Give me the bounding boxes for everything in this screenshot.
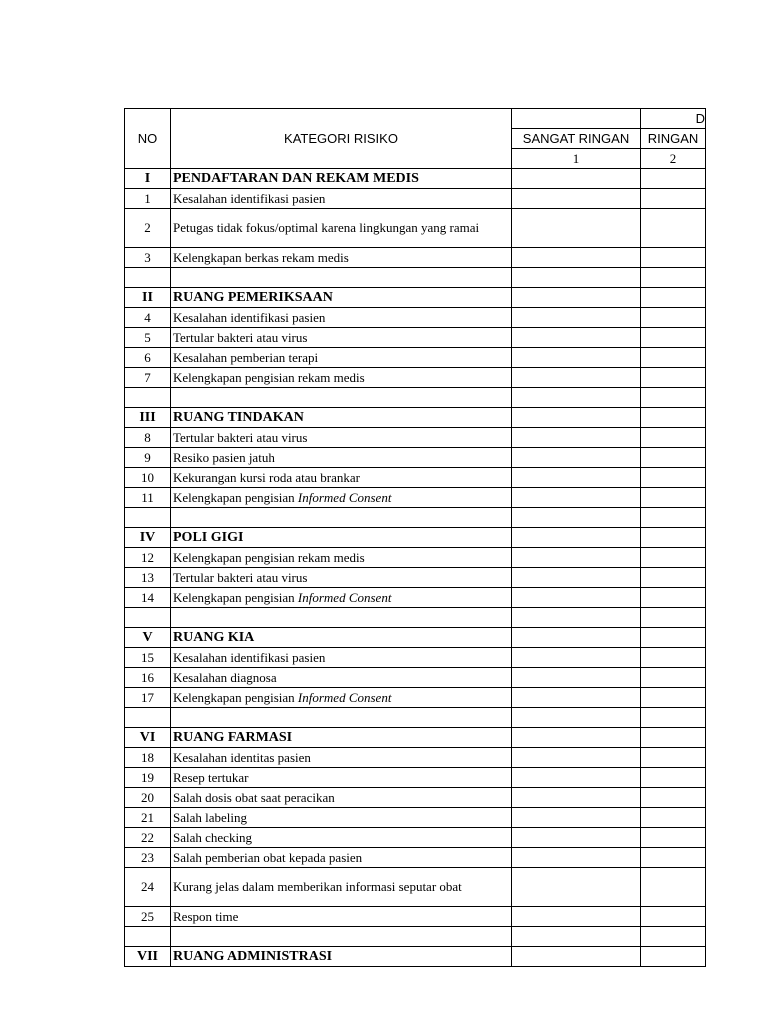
item-text: Salah dosis obat saat peracikan <box>173 789 335 805</box>
blank-cell <box>171 927 512 947</box>
cell-ringan[interactable] <box>641 308 706 328</box>
item-text: Kesalahan identitas pasien <box>173 749 311 765</box>
cell-sangat-ringan[interactable] <box>512 268 641 288</box>
item-number: 10 <box>125 468 171 488</box>
cell-sangat-ringan[interactable] <box>512 588 641 608</box>
cell-sangat-ringan[interactable] <box>512 808 641 828</box>
cell-ringan[interactable] <box>641 248 706 268</box>
table-row <box>125 768 706 788</box>
item-category <box>171 209 512 248</box>
table-row <box>125 788 706 808</box>
cell-sangat-ringan[interactable] <box>512 927 641 947</box>
cell-sangat-ringan[interactable] <box>512 508 641 528</box>
table-row <box>125 189 706 209</box>
item-number: 21 <box>125 808 171 828</box>
item-number: 17 <box>125 688 171 708</box>
cell-sangat-ringan[interactable] <box>512 668 641 688</box>
item-number: 22 <box>125 828 171 848</box>
column-header-ringan: RINGAN <box>641 129 706 149</box>
section-number: IV <box>125 528 171 548</box>
item-category <box>171 328 512 348</box>
cell-ringan[interactable] <box>641 927 706 947</box>
item-number: 23 <box>125 848 171 868</box>
table-row <box>125 209 706 248</box>
item-text: Salah pemberian obat kepada pasien <box>173 849 363 865</box>
item-text: Kesalahan identifikasi pasien <box>173 309 326 325</box>
cell-sangat-ringan[interactable] <box>512 728 641 748</box>
group-header-label: D <box>641 109 706 129</box>
item-text: Kesalahan diagnosa <box>173 669 277 685</box>
item-text: Tertular bakteri atau virus <box>173 569 308 585</box>
group-header-left <box>512 109 641 129</box>
cell-sangat-ringan[interactable] <box>512 788 641 808</box>
cell-ringan[interactable] <box>641 947 706 967</box>
blank-cell <box>171 508 512 528</box>
item-text: Kelengkapan berkas rekam medis <box>173 249 349 265</box>
item-number: 4 <box>125 308 171 328</box>
section-row <box>125 288 706 308</box>
item-text: Salah checking <box>173 829 253 845</box>
item-category <box>171 808 512 828</box>
cell-ringan[interactable] <box>641 628 706 648</box>
item-text: Kesalahan identifikasi pasien <box>173 649 326 665</box>
item-number: 19 <box>125 768 171 788</box>
item-text: Salah labeling <box>173 809 248 825</box>
cell-ringan[interactable] <box>641 768 706 788</box>
cell-sangat-ringan[interactable] <box>512 368 641 388</box>
item-category <box>171 828 512 848</box>
section-number: VI <box>125 728 171 748</box>
item-number: 8 <box>125 428 171 448</box>
section-row <box>125 947 706 967</box>
cell-sangat-ringan[interactable] <box>512 628 641 648</box>
section-title: RUANG TINDAKAN <box>171 408 512 428</box>
cell-sangat-ringan[interactable] <box>512 169 641 189</box>
blank-row <box>125 388 706 408</box>
cell-ringan[interactable] <box>641 548 706 568</box>
item-text-italic: Informed Consent <box>297 489 392 505</box>
item-text-italic: Informed Consent <box>297 589 392 605</box>
cell-sangat-ringan[interactable] <box>512 189 641 209</box>
table-row <box>125 248 706 268</box>
cell-ringan[interactable] <box>641 848 706 868</box>
item-number: 24 <box>125 868 171 907</box>
item-category <box>171 468 512 488</box>
column-header-sangat-ringan: SANGAT RINGAN <box>512 129 641 149</box>
cell-ringan[interactable] <box>641 648 706 668</box>
table-row <box>125 688 706 708</box>
cell-ringan[interactable] <box>641 828 706 848</box>
table-row <box>125 588 706 608</box>
level-number-1: 1 <box>512 149 641 169</box>
item-number: 6 <box>125 348 171 368</box>
item-category <box>171 428 512 448</box>
item-number: 18 <box>125 748 171 768</box>
table-row <box>125 328 706 348</box>
blank-cell <box>125 708 171 728</box>
item-category <box>171 748 512 768</box>
risk-table-sheet <box>124 108 705 964</box>
cell-ringan[interactable] <box>641 608 706 628</box>
item-text: Tertular bakteri atau virus <box>173 329 308 345</box>
section-row <box>125 728 706 748</box>
cell-ringan[interactable] <box>641 388 706 408</box>
table-row <box>125 907 706 927</box>
cell-ringan[interactable] <box>641 348 706 368</box>
item-category <box>171 907 512 927</box>
blank-row <box>125 608 706 628</box>
item-text: Kurang jelas dalam memberikan informasi seputar obat <box>173 879 462 894</box>
cell-ringan[interactable] <box>641 328 706 348</box>
item-number: 11 <box>125 488 171 508</box>
section-title: RUANG PEMERIKSAAN <box>171 288 512 308</box>
cell-sangat-ringan[interactable] <box>512 568 641 588</box>
item-number: 16 <box>125 668 171 688</box>
section-row <box>125 169 706 189</box>
blank-row <box>125 927 706 947</box>
item-category <box>171 568 512 588</box>
item-text: Kelengkapan pengisian <box>173 589 298 605</box>
blank-cell <box>125 268 171 288</box>
item-text: Kekurangan kursi roda atau brankar <box>173 469 360 485</box>
item-number: 14 <box>125 588 171 608</box>
cell-sangat-ringan[interactable] <box>512 308 641 328</box>
cell-sangat-ringan[interactable] <box>512 248 641 268</box>
table-row <box>125 428 706 448</box>
section-number: I <box>125 169 171 189</box>
cell-sangat-ringan[interactable] <box>512 448 641 468</box>
table-row <box>125 808 706 828</box>
blank-cell <box>171 608 512 628</box>
section-title: RUANG FARMASI <box>171 728 512 748</box>
cell-ringan[interactable] <box>641 788 706 808</box>
cell-ringan[interactable] <box>641 368 706 388</box>
level-number-2: 2 <box>641 149 706 169</box>
table-row <box>125 548 706 568</box>
item-number: 3 <box>125 248 171 268</box>
cell-ringan[interactable] <box>641 508 706 528</box>
item-number: 13 <box>125 568 171 588</box>
blank-cell <box>171 268 512 288</box>
cell-sangat-ringan[interactable] <box>512 848 641 868</box>
cell-ringan[interactable] <box>641 408 706 428</box>
cell-sangat-ringan[interactable] <box>512 748 641 768</box>
item-category <box>171 368 512 388</box>
cell-ringan[interactable] <box>641 488 706 508</box>
cell-sangat-ringan[interactable] <box>512 528 641 548</box>
cell-ringan[interactable] <box>641 668 706 688</box>
cell-ringan[interactable] <box>641 808 706 828</box>
item-text: Kesalahan identifikasi pasien <box>173 190 326 206</box>
item-number: 20 <box>125 788 171 808</box>
table-row <box>125 448 706 468</box>
table-row <box>125 668 706 688</box>
cell-ringan[interactable] <box>641 688 706 708</box>
item-text: Kesalahan pemberian terapi <box>173 349 319 365</box>
item-category <box>171 488 512 508</box>
item-category <box>171 348 512 368</box>
header-row-group <box>125 109 706 129</box>
blank-cell <box>125 608 171 628</box>
cell-sangat-ringan[interactable] <box>512 648 641 668</box>
cell-ringan[interactable] <box>641 189 706 209</box>
cell-ringan[interactable] <box>641 288 706 308</box>
cell-ringan[interactable] <box>641 528 706 548</box>
item-category <box>171 248 512 268</box>
section-title: RUANG ADMINISTRASI <box>171 947 512 967</box>
cell-ringan[interactable] <box>641 868 706 907</box>
blank-cell <box>125 927 171 947</box>
item-category <box>171 848 512 868</box>
item-category <box>171 768 512 788</box>
blank-cell <box>171 388 512 408</box>
cell-sangat-ringan[interactable] <box>512 348 641 368</box>
cell-sangat-ringan[interactable] <box>512 428 641 448</box>
item-category <box>171 189 512 209</box>
item-text-italic: Informed Consent <box>297 689 392 705</box>
cell-sangat-ringan[interactable] <box>512 947 641 967</box>
table-row <box>125 468 706 488</box>
section-row <box>125 628 706 648</box>
item-number: 25 <box>125 907 171 927</box>
table-row <box>125 568 706 588</box>
blank-row <box>125 508 706 528</box>
item-category <box>171 668 512 688</box>
item-text: Resiko pasien jatuh <box>173 449 275 465</box>
cell-sangat-ringan[interactable] <box>512 288 641 308</box>
cell-ringan[interactable] <box>641 428 706 448</box>
table-row <box>125 648 706 668</box>
cell-sangat-ringan[interactable] <box>512 708 641 728</box>
cell-sangat-ringan[interactable] <box>512 468 641 488</box>
blank-cell <box>171 708 512 728</box>
cell-sangat-ringan[interactable] <box>512 388 641 408</box>
table-row <box>125 828 706 848</box>
item-category <box>171 788 512 808</box>
section-number: III <box>125 408 171 428</box>
cell-sangat-ringan[interactable] <box>512 328 641 348</box>
table-row <box>125 748 706 768</box>
item-text: Kelengkapan pengisian <box>173 689 298 705</box>
section-number: VII <box>125 947 171 967</box>
cell-sangat-ringan[interactable] <box>512 488 641 508</box>
cell-ringan[interactable] <box>641 468 706 488</box>
cell-ringan[interactable] <box>641 588 706 608</box>
item-category <box>171 868 512 907</box>
cell-ringan[interactable] <box>641 748 706 768</box>
cell-ringan[interactable] <box>641 209 706 248</box>
cell-sangat-ringan[interactable] <box>512 768 641 788</box>
cell-sangat-ringan[interactable] <box>512 907 641 927</box>
item-category <box>171 588 512 608</box>
cell-ringan[interactable] <box>641 907 706 927</box>
section-title: PENDAFTARAN DAN REKAM MEDIS <box>171 169 512 189</box>
item-category <box>171 448 512 468</box>
item-text: Petugas tidak fokus/optimal karena lingkungan yang ramai <box>173 220 480 235</box>
cell-sangat-ringan[interactable] <box>512 688 641 708</box>
item-text: Tertular bakteri atau virus <box>173 429 308 445</box>
table-row <box>125 368 706 388</box>
cell-ringan[interactable] <box>641 708 706 728</box>
table-row <box>125 308 706 328</box>
item-category <box>171 308 512 328</box>
blank-cell <box>125 508 171 528</box>
section-row <box>125 528 706 548</box>
cell-sangat-ringan[interactable] <box>512 868 641 907</box>
item-category <box>171 688 512 708</box>
item-text: Kelengkapan pengisian <box>173 489 298 505</box>
cell-sangat-ringan[interactable] <box>512 209 641 248</box>
column-header-category: KATEGORI RISIKO <box>171 109 512 169</box>
item-text: Respon time <box>173 908 239 924</box>
cell-sangat-ringan[interactable] <box>512 408 641 428</box>
cell-ringan[interactable] <box>641 169 706 189</box>
column-header-no: NO <box>125 109 171 169</box>
item-text: Kelengkapan pengisian rekam medis <box>173 549 365 565</box>
item-number: 7 <box>125 368 171 388</box>
cell-sangat-ringan[interactable] <box>512 548 641 568</box>
section-title: POLI GIGI <box>171 528 512 548</box>
cell-ringan[interactable] <box>641 268 706 288</box>
section-row <box>125 408 706 428</box>
item-text: Resep tertukar <box>173 769 249 785</box>
item-number: 15 <box>125 648 171 668</box>
table-row <box>125 868 706 907</box>
item-text: Kelengkapan pengisian rekam medis <box>173 369 365 385</box>
cell-ringan[interactable] <box>641 568 706 588</box>
item-number: 1 <box>125 189 171 209</box>
table-row <box>125 848 706 868</box>
section-number: V <box>125 628 171 648</box>
blank-row <box>125 708 706 728</box>
blank-cell <box>125 388 171 408</box>
section-title: RUANG KIA <box>171 628 512 648</box>
section-number: II <box>125 288 171 308</box>
table-row <box>125 348 706 368</box>
cell-ringan[interactable] <box>641 728 706 748</box>
item-number: 5 <box>125 328 171 348</box>
item-number: 2 <box>125 209 171 248</box>
item-category <box>171 548 512 568</box>
blank-row <box>125 268 706 288</box>
cell-sangat-ringan[interactable] <box>512 828 641 848</box>
item-number: 12 <box>125 548 171 568</box>
cell-sangat-ringan[interactable] <box>512 608 641 628</box>
item-number: 9 <box>125 448 171 468</box>
cell-ringan[interactable] <box>641 448 706 468</box>
table-row <box>125 488 706 508</box>
risk-category-table <box>124 108 706 967</box>
item-category <box>171 648 512 668</box>
